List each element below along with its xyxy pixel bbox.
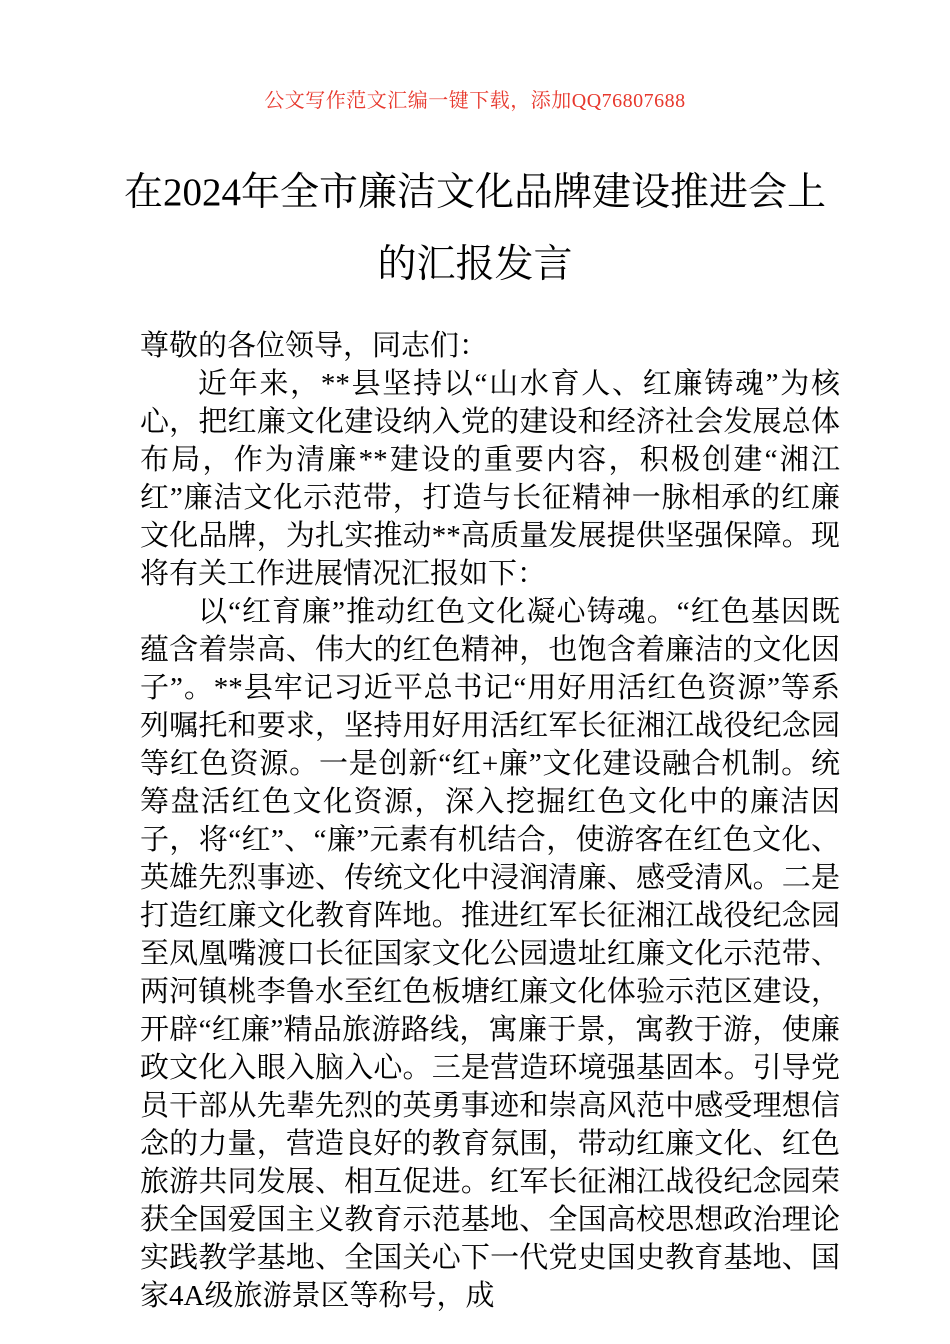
document-body bbox=[140, 327, 840, 1315]
document-title bbox=[0, 157, 950, 301]
paragraph-intro: 近年来，**县坚持以“山水育人、红廉铸魂”为核心，把红廉文化建设纳入党的建设和经济社会发展总体布局，作为清廉**建设的重要内容，积极创建“湘江红”廉洁文化示范带，打造与长征精神一脉相承的红廉文化品牌，为扎实推动**高质量发展提供坚强保障。现将有关工作进展情况汇报如下： bbox=[140, 368, 840, 591]
red-download-notice: 公文写作范文汇编一键下载，添加QQ76807688 bbox=[264, 90, 686, 112]
salutation-line: 尊敬的各位领导，同志们： bbox=[140, 330, 489, 363]
document-title-line-2: 的汇报发言 bbox=[377, 243, 573, 286]
document-title-line-1: 在2024年全市廉洁文化品牌建设推进会上 bbox=[123, 171, 826, 214]
paragraph-red-culture: 以“红育廉”推动红色文化凝心铸魂。“红色基因既蕴含着崇高、伟大的红色精神，也饱含着廉洁的文化因子”。**县牢记习近平总书记“用好用活红色资源”等系列嘱托和要求，坚持用好用活红军长征湘江战役纪念园等红色资源。一是创新“红+廉”文化建设融合机制。统筹盘活红色文化资源，深入挖掘红色文化中的廉洁因子，将“红”、“廉”元素有机结合，使游客在红色文化、英雄先烈事迹、传统文化中浸润清廉、感受清风。二是打造红廉文化教育阵地。推进红军长征湘江战役纪念园至凤凰嘴渡口长征国家文化公园遗址红廉文化示范带、两河镇桃李鲁水至红色板塘红廉文化体验示范区建设，开辟“红廉”精品旅游路线，寓廉于景，寓教于游，使廉政文化入眼入脑入心。三是营造环境强基固本。引导党员干部从先辈先烈的英勇事迹和崇高风范中感受理想信念的力量，营造良好的教育氛围，带动红廉文化、红色旅游共同发展、相互促进。红军长征湘江战役纪念园荣获全国爱国主义教育示范基地、全国高校思想政治理论实践教学基地、全国关心下一代党史国史教育基地、国家4A级旅游景区等称号，成 bbox=[140, 596, 840, 1313]
